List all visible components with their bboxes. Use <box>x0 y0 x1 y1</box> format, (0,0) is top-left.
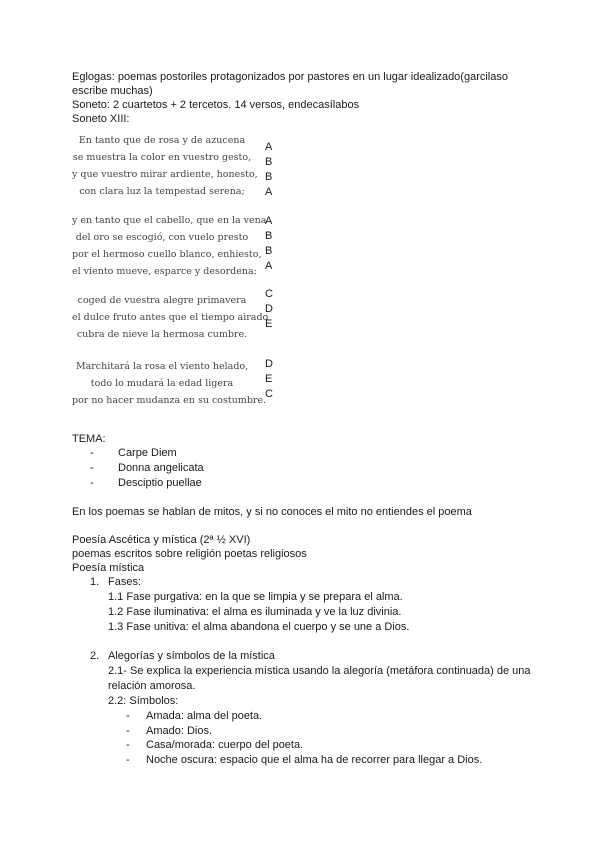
alegorias-label: Alegorías y símbolos de la mística <box>108 650 275 662</box>
fases-label: Fases: <box>108 576 142 588</box>
rhyme-scheme-4 <box>265 357 273 402</box>
verse: se muestra la color en vuestro gesto, <box>72 152 252 163</box>
list-number: 2. <box>90 650 100 662</box>
tema-heading: TEMA: <box>72 433 106 445</box>
list-item: - Casa/morada: cuerpo del poeta. <box>126 738 532 753</box>
fases-title <box>72 575 532 590</box>
soneto-definition: Soneto: 2 cuartetos + 2 tercetos. 14 versos, endecasílabos <box>72 99 360 111</box>
fase-item: 1.1 Fase purgativa: en la que se limpia y se prepara el alma. <box>108 591 403 603</box>
simbolos-list <box>72 709 532 767</box>
rhyme-letter: A <box>265 260 273 272</box>
ascetica-heading: Poesía Ascética y mística (2ª ½ XVI) <box>72 534 251 546</box>
rhyme-letter: D <box>265 358 273 370</box>
rhyme-scheme-3 <box>265 287 273 332</box>
list-item: - Noche oscura: espacio que el alma ha de recorrer para llegar a Dios. <box>126 753 532 768</box>
rhyme-letter: C <box>265 388 273 400</box>
alegoria-paragraph: 2.1- Se explica la experiencia mística usando la alegoría (metáfora continuada) de una relación amorosa. <box>108 665 531 692</box>
stanza-3 <box>72 292 269 343</box>
simbolos-label: 2.2: Símbolos: <box>108 695 179 707</box>
ascetica-description: poemas escritos sobre religión poetas religiosos <box>72 548 307 560</box>
verse: cubra de nieve la hermosa cumbre. <box>76 329 248 340</box>
rhyme-letter: B <box>265 230 273 242</box>
alegorias-title <box>72 649 532 664</box>
soneto-title: Soneto XIII: <box>72 113 130 125</box>
verse: con clara luz la tempestad serena; <box>79 186 245 197</box>
rhyme-letter: B <box>265 171 273 183</box>
verse: todo lo mudará la edad ligera <box>90 378 234 389</box>
rhyme-scheme-2 <box>265 214 272 274</box>
verse: coged de vuestra alegre primavera <box>77 295 247 306</box>
verse: En tanto que de rosa y de azucena <box>78 135 246 146</box>
list-item: - Desciptio puellae <box>90 476 532 491</box>
rhyme-scheme-1 <box>265 140 272 200</box>
stanza-1 <box>72 132 258 200</box>
stanza-4 <box>72 358 267 409</box>
rhyme-letter: B <box>265 156 273 168</box>
soneto-xiii-poem-image <box>72 130 532 416</box>
eglogas-definition: Eglogas: poemas postoriles protagonizados por pastores en un lugar idealizado(garcilaso escribe muchas) <box>72 71 508 97</box>
tema-list <box>72 446 532 491</box>
mitos-note: En los poemas se hablan de mitos, y si no conoces el mito no entiendes el poema <box>72 506 472 518</box>
rhyme-letter: C <box>265 288 273 300</box>
rhyme-letter: A <box>265 186 273 198</box>
verse: y en tanto que el cabello, que en la vena <box>72 215 267 226</box>
rhyme-letter: D <box>265 303 273 315</box>
stanza-2 <box>72 212 267 280</box>
list-item: - Carpe Diem <box>90 446 532 461</box>
verse: por el hermoso cuello blanco, enhiesto, <box>72 249 262 260</box>
verse: el dulce fruto antes que el tiempo airado <box>72 312 269 323</box>
rhyme-letter: A <box>265 141 273 153</box>
rhyme-letter: A <box>265 215 273 227</box>
list-number: 1. <box>90 576 100 588</box>
document-page <box>72 70 532 767</box>
mistica-heading: Poesía mística <box>72 562 145 574</box>
verse: y que vuestro mirar ardiente, honesto, <box>72 169 258 180</box>
list-item: - Amado: Dios. <box>126 724 532 739</box>
rhyme-letter: B <box>265 245 273 257</box>
rhyme-letter: E <box>265 373 273 385</box>
list-item: - Amada: alma del poeta. <box>126 709 532 724</box>
verse: del oro se escogió, con vuelo presto <box>75 232 249 243</box>
verse: Marchitará la rosa el viento helado, <box>75 361 249 372</box>
verse: el viento mueve, esparce y desordena: <box>72 266 257 277</box>
list-item: - Donna angelicata <box>90 461 532 476</box>
rhyme-letter: E <box>265 318 273 330</box>
fase-item: 1.2 Fase iluminativa: el alma es iluminada y ve la luz divinia. <box>108 606 402 618</box>
verse: por no hacer mudanza en su costumbre. <box>72 395 267 406</box>
fase-item: 1.3 Fase unitiva: el alma abandona el cuerpo y se une a Dios. <box>108 621 410 633</box>
